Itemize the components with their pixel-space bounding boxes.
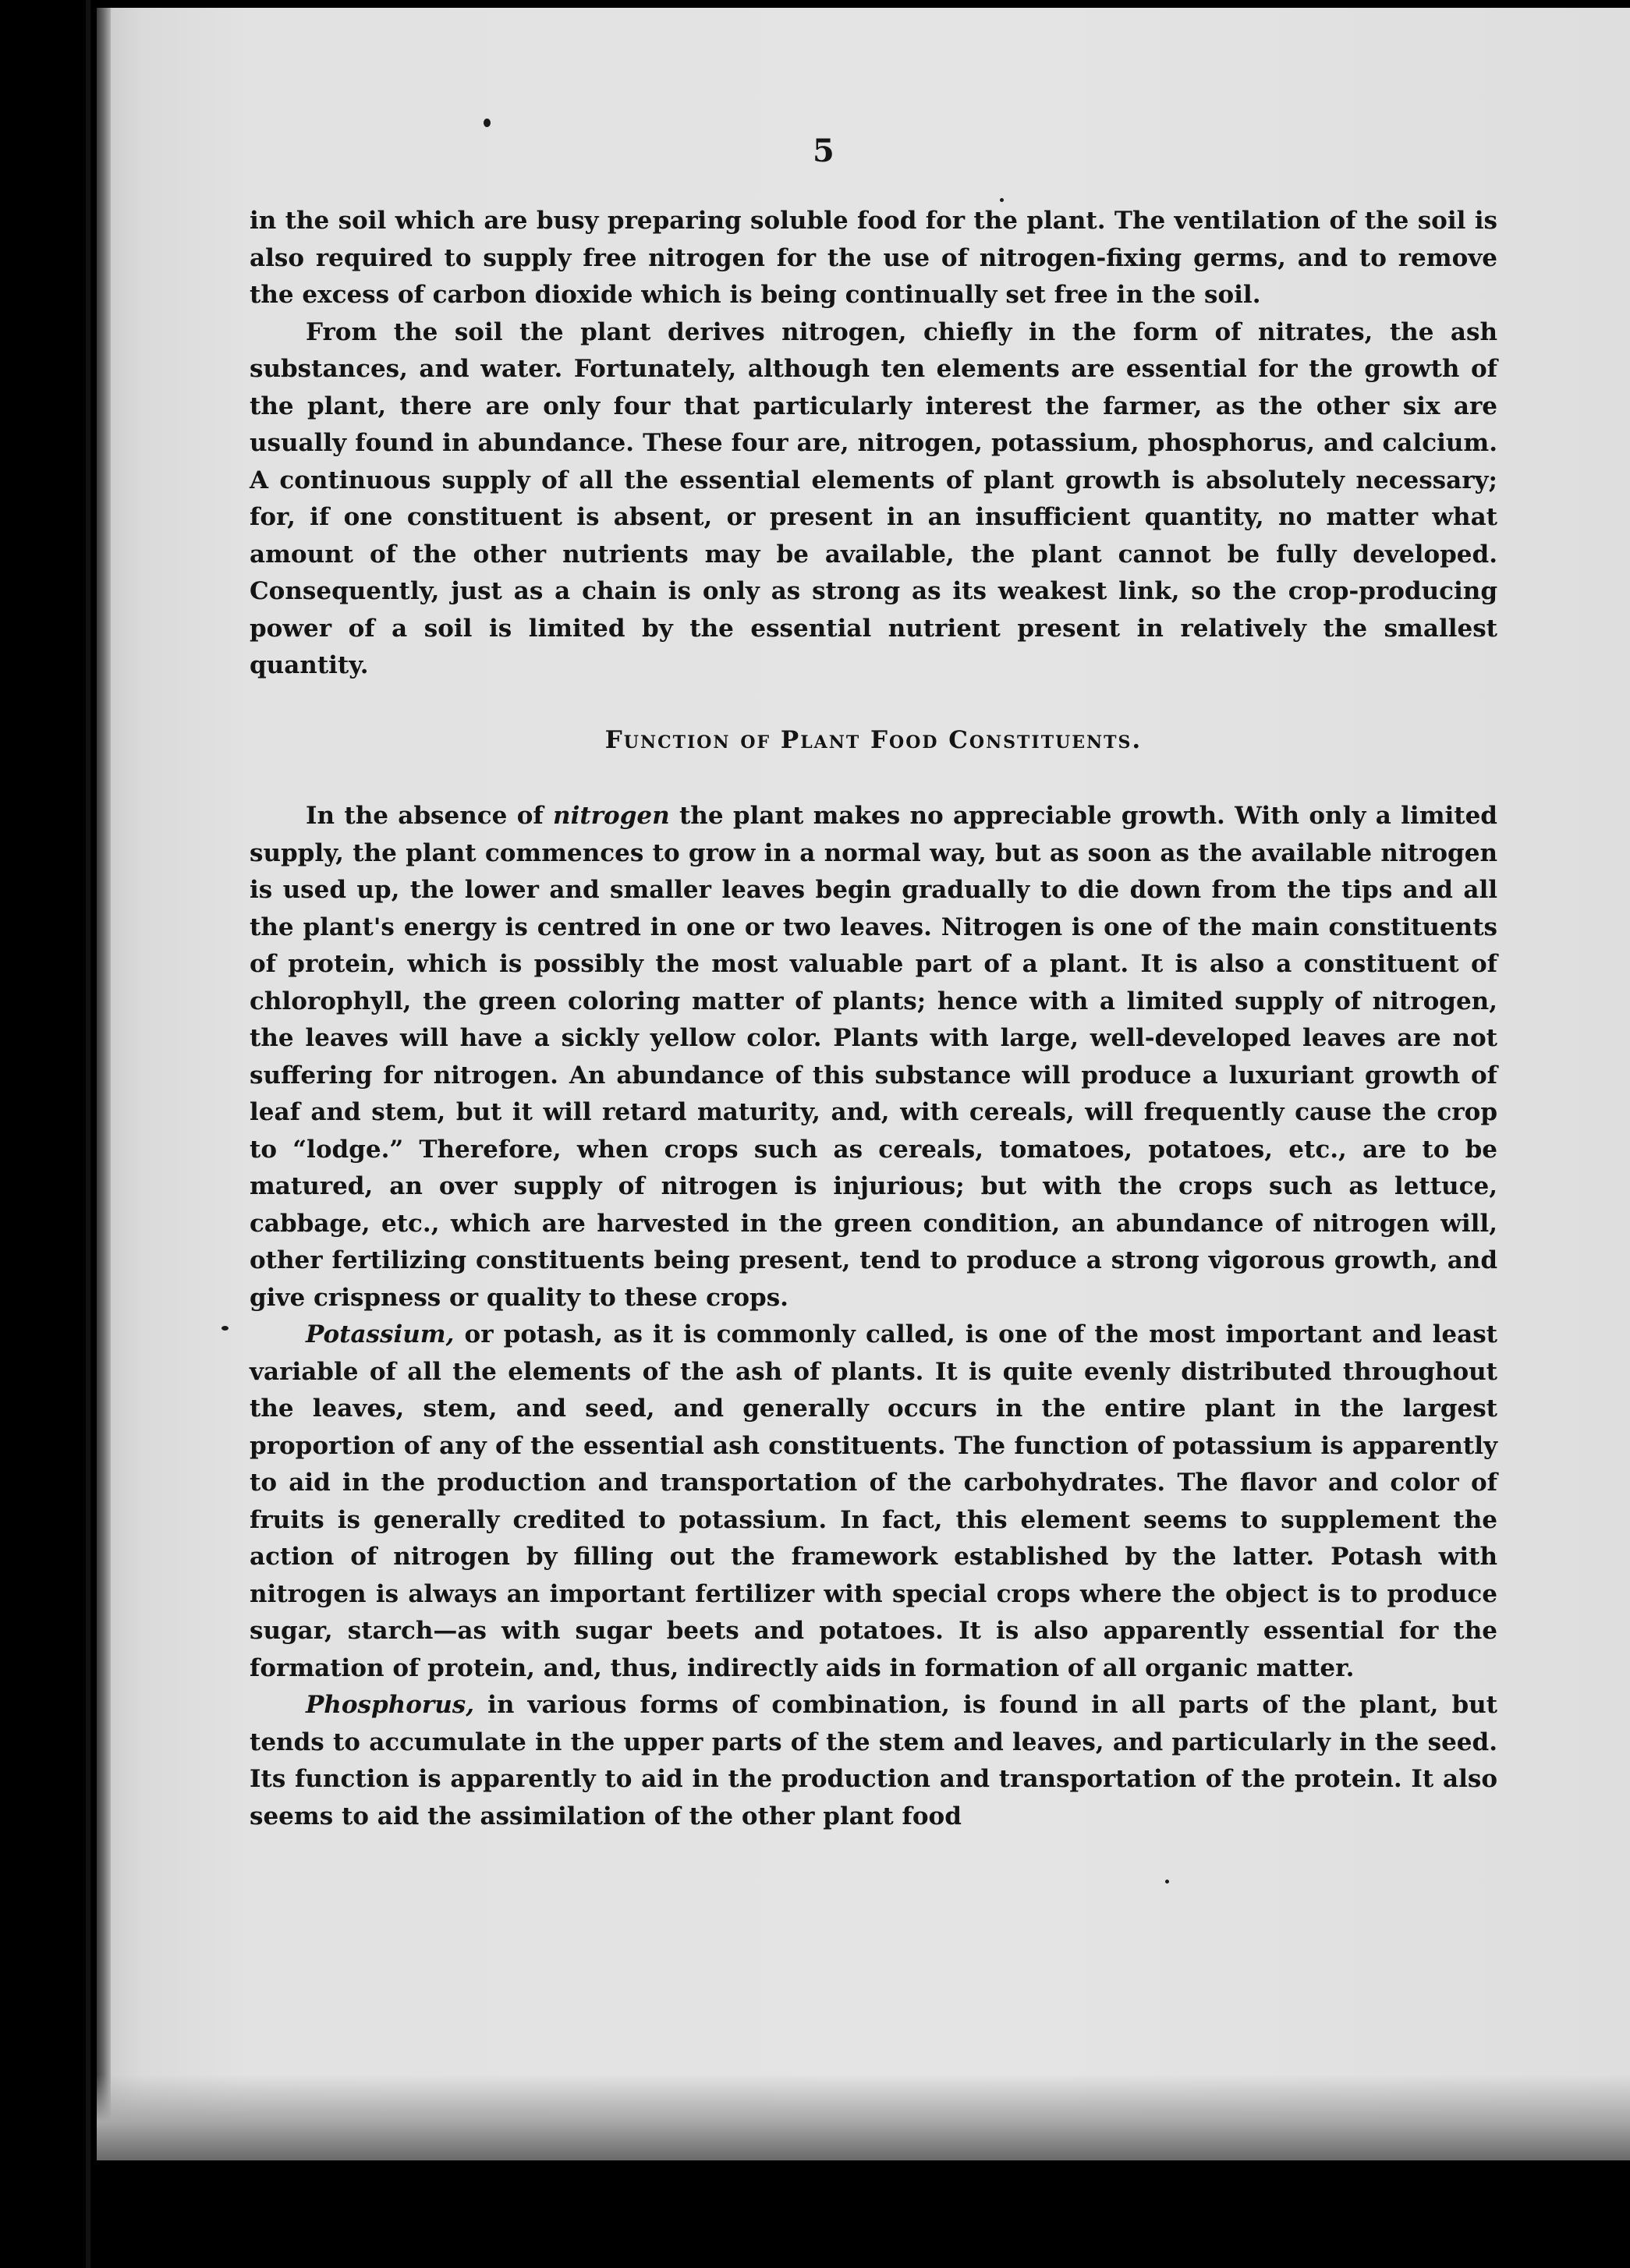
scan-margin-line bbox=[86, 0, 90, 2268]
nitrogen-text: the plant makes no appreciable growth. With only a limited supply, the plant commences to grow in a normal way, but as soon as the available nitrogen is used up, the lower and smaller leaves begin gradually to die down from the tips and all the plant's energy is centred in one or two leaves. Nitrogen is one of the main constituents of protein, which is possibly the most valuable part of a plant. It is also a constituent of chlorophyll, the green coloring matter of plants; hence with a limited supply of nitrogen, the leaves will have a sickly yellow color. Plants with large, well-developed leaves are not suffering for nitrogen. An abundance of this substance will produce a luxuriant growth of leaf and stem, but it will retard maturity, and, with cereals, will frequently cause the crop to “lodge.” Therefore, when crops such as cereals, tomatoes, potatoes, etc., are to be matured, an over supply of nitrogen is injurious; but with the crops such as lettuce, cabbage, etc., which are harvested in the green condition, an abundance of nitrogen will, other fertilizing constituents being present, tend to produce a strong vigorous growth, and give crispness or quality to these crops. bbox=[250, 802, 1497, 1312]
page-bottom-shadow bbox=[97, 2075, 1630, 2160]
section-heading: Function of Plant Food Constituents. bbox=[604, 725, 1143, 754]
nitrogen-lead-in: In the absence of bbox=[306, 802, 554, 830]
phosphorus-text: in various forms of combination, is found in all parts of the plant, but tends to accumulate in the upper parts of the stem and leaves, and particularly in the seed. Its function is apparently to aid in the production and transportation of the protein. It also seems to aid the assimilation of the other plant food bbox=[250, 1691, 1497, 1830]
nitrogen-term: nitrogen bbox=[553, 802, 670, 830]
potassium-term: Potassium, bbox=[306, 1320, 455, 1348]
document-page bbox=[97, 8, 1630, 2160]
paragraph-phosphorus bbox=[250, 1687, 1497, 1835]
page-binding-edge bbox=[97, 8, 111, 2160]
body-text bbox=[250, 203, 1497, 1835]
paragraph-continuation: in the soil which are busy preparing soluble food for the plant. The ventilation of the soil is also required to supply free nitrogen for the use of nitrogen-fixing germs, and to remove the excess of carbon dioxide which is being continually set free in the soil. bbox=[250, 207, 1497, 309]
phosphorus-term: Phosphorus, bbox=[306, 1691, 474, 1719]
print-speck bbox=[484, 119, 491, 127]
paragraph-potassium bbox=[250, 1317, 1497, 1687]
print-speck bbox=[1000, 198, 1004, 202]
print-speck bbox=[1165, 1880, 1169, 1884]
paragraph-soil-nutrients: From the soil the plant derives nitrogen, chiefly in the form of nitrates, the ash substances, and water. Fortunately, although ten elements are essential for the growth of the plant, there are only four that particularly interest the farmer, as the other six are usually found in abundance. These four are, nitrogen, potassium, phosphorus, and calcium. A continuous supply of all the essential elements of plant growth is absolutely necessary; for, if one constituent is absent, or present in an insufficient quantity, no matter what amount of the other nutrients may be available, the plant cannot be fully developed. Consequently, just as a chain is only as strong as its weakest link, so the crop-producing power of a soil is limited by the essential nutrient present in relatively the smallest quantity. bbox=[250, 317, 1497, 679]
page-number: 5 bbox=[813, 133, 834, 169]
print-speck bbox=[221, 1326, 229, 1331]
paragraph-nitrogen bbox=[250, 798, 1497, 1317]
potassium-text: or potash, as it is commonly called, is one of the most important and least variable of all the elements of the ash of plants. It is quite evenly distributed throughout the leaves, stem, and seed, and generally occurs in the entire plant in the largest proportion of any of the essential ash constituents. The function of potassium is apparently to aid in the production and transportation of the carbohydrates. The flavor and color of fruits is generally credited to potassium. In fact, this element seems to supplement the action of nitrogen by filling out the framework established by the latter. Potash with nitrogen is always an important fertilizer with special crops where the object is to produce sugar, starch—as with sugar beets and potatoes. It is also apparently essential for the formation of protein, and, thus, indirectly aids in formation of all organic matter. bbox=[250, 1320, 1497, 1682]
